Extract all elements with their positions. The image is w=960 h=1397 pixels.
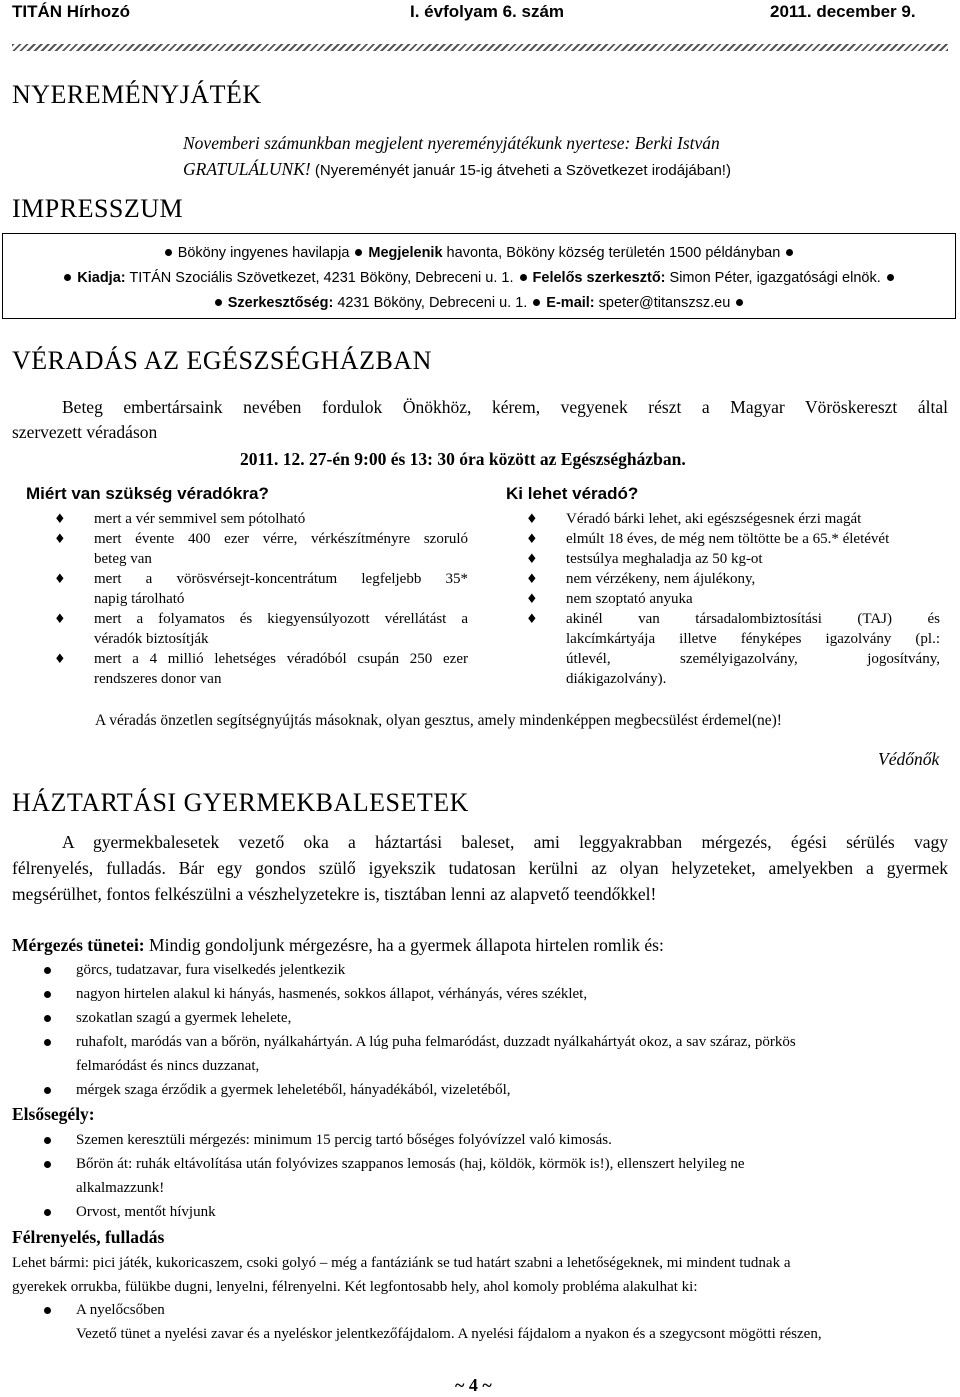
felrenyeles-label: Félrenyelés, fulladás xyxy=(12,1227,165,1247)
veradas-closing: A véradás önzetlen segítségnyújtás másoknak, olyan gesztus, amely mindenképpen megbecsülést érdemel(ne)! xyxy=(95,712,782,729)
text-line: ruhafolt, maródás van a bőrön, nyálkahártyán. A lúg puha felmaródást, duzzadt nyálkahártyát okoz, a sav száraz, pörkös xyxy=(76,1034,796,1050)
bullet-dot xyxy=(44,1161,51,1168)
drop-bullet-icon: ♦ xyxy=(526,532,538,547)
list-item xyxy=(54,649,468,689)
bullet-dot xyxy=(44,1087,51,1094)
drop-bullet-icon: ♦ xyxy=(54,652,66,667)
impresszum-text: 4231 Bököny, Debreceni u. 1. xyxy=(333,295,528,311)
nyeremeny-heading: NYEREMÉNYJÁTÉK xyxy=(12,80,262,109)
drop-bullet-icon: ♦ xyxy=(54,532,66,547)
bullet-dot xyxy=(786,249,793,256)
veradas-signature: Védőnők xyxy=(878,749,940,769)
bullet-dot xyxy=(44,1307,51,1314)
mergezes-label: Mérgezés tünetei: xyxy=(12,935,145,955)
bullet-dot xyxy=(44,1039,51,1046)
list-item xyxy=(526,609,940,689)
drop-bullet-icon: ♦ xyxy=(526,552,538,567)
list-item xyxy=(12,1200,948,1224)
text-line: mert a 4 millió lehetséges véradóból csupán 250 ezer xyxy=(94,651,468,667)
page-number: ~ 4 ~ xyxy=(455,1375,492,1395)
impresszum-line-2 xyxy=(2,270,956,286)
mergezes-symptom-list xyxy=(12,958,948,1102)
why-donate-title: Miért van szükség véradókra? xyxy=(26,484,269,503)
list-item xyxy=(12,1298,948,1322)
impresszum-label: E-mail: xyxy=(546,295,595,311)
list-item xyxy=(526,549,940,569)
veradas-intro-line-2: szervezett véradáson xyxy=(12,422,158,442)
text-line: mert a vér semmivel sem pótolható xyxy=(94,511,306,527)
text-line: elmúlt 18 éves, de még nem töltötte be a 65.* életévét xyxy=(566,531,890,547)
list-item xyxy=(54,509,468,529)
bullet-dot xyxy=(355,249,362,256)
bullet-dot xyxy=(533,299,540,306)
list-item xyxy=(526,589,940,609)
impresszum-text: Bököny ingyenes havilapja xyxy=(177,245,350,261)
drop-bullet-icon: ♦ xyxy=(526,592,538,607)
impresszum-label: Kiadja: xyxy=(77,270,126,286)
text-line: felmaródást és nincs duzzanat, xyxy=(76,1058,260,1074)
list-item xyxy=(54,529,468,569)
bullet-dot xyxy=(44,991,51,998)
text-line: Szemen keresztüli mérgezés: minimum 15 percig tartó bőséges folyóvízzel való kimosás. xyxy=(76,1132,612,1148)
text-line: nagyon hirtelen alakul ki hányás, hasmenés, sokkos állapot, vérhányás, véres széklet, xyxy=(76,986,588,1002)
winner-line: Novemberi számunkban megjelent nyereményjátékunk nyertese: Berki István xyxy=(183,133,720,153)
issue-number: I. évfolyam 6. szám xyxy=(410,2,565,21)
bullet-dot xyxy=(736,299,743,306)
issue-date: 2011. december 9. xyxy=(770,2,916,21)
text-line: A gyermekbalesetek vezető oka a háztartási baleset, ami leggyakrabban mérgezés, égési sérülés vagy xyxy=(62,832,948,852)
congrats-text: GRATULÁLUNK! xyxy=(183,159,311,179)
text-line: megsérülhet, fontos felkészülni a vészhelyzetekre is, tisztában lenni az alapvető teendőkkel! xyxy=(12,884,657,904)
list-item xyxy=(12,958,948,982)
mergezes-intro: Mindig gondoljunk mérgezésre, ha a gyermek állapota hirtelen romlik és: xyxy=(144,935,664,955)
text-line: gyerekek orrukba, fülükbe dugni, lenyelni, félrenyelni. Két legfontosabb hely, ahol komoly probléma alakulhat ki: xyxy=(12,1279,698,1295)
bullet-dot xyxy=(887,274,894,281)
text-line: mérgek szaga érződik a gyermek leheletéből, hányadékából, vizeletéből, xyxy=(76,1082,511,1098)
text-line: nem vérzékeny, nem ájulékony, xyxy=(566,571,756,587)
text-line: szokatlan szagú a gyermek lehelete, xyxy=(76,1010,292,1026)
email-address: speter@titanszsz.eu xyxy=(594,295,731,311)
list-item-text: A nyelőcsőben xyxy=(76,1302,165,1318)
header-divider xyxy=(12,44,948,51)
text-line: diákigazolvány). xyxy=(566,671,667,687)
drop-bullet-icon: ♦ xyxy=(54,572,66,587)
elsosegely-label: Elsősegély: xyxy=(12,1104,95,1124)
impresszum-text: Simon Péter, igazgatósági elnök. xyxy=(665,270,881,286)
list-item xyxy=(12,1128,948,1152)
bullet-dot xyxy=(165,249,172,256)
text-line: beteg van xyxy=(94,551,152,567)
impresszum-label: Szerkesztőség: xyxy=(227,295,334,311)
bullet-dot xyxy=(64,274,71,281)
list-item xyxy=(12,982,948,1006)
list-item xyxy=(54,609,468,649)
list-item xyxy=(526,569,940,589)
text-line: akinél van társadalombiztosítási (TAJ) és xyxy=(566,611,940,627)
drop-bullet-icon: ♦ xyxy=(526,512,538,527)
text-line: testsúlya meghaladja az 50 kg-ot xyxy=(566,551,763,567)
impresszum-label: Felelős szerkesztő: xyxy=(532,270,666,286)
text-line: napig tárolható xyxy=(94,591,185,607)
text-line: Bőrön át: ruhák eltávolítása után folyóvizes szappanos lemosás (haj, köldök, körmök is!), ellenszert helyileg ne xyxy=(76,1156,745,1172)
list-item xyxy=(12,1006,948,1030)
newspaper-title: TITÁN Hírhozó xyxy=(12,2,131,21)
text-line: mert a vörösvérsejt-koncentrátum legfeljebb 35* xyxy=(94,571,468,587)
list-item xyxy=(526,529,940,549)
text-line: mert a folyamatos és kiegyensúlyozott vérellátást a xyxy=(94,611,468,627)
bullet-dot xyxy=(44,1015,51,1022)
text-line: útlevél, személyigazolvány, jogosítvány, xyxy=(566,651,940,667)
balesetek-heading: HÁZTARTÁSI GYERMEKBALESETEK xyxy=(12,788,469,817)
nyelocso-description: Vezető tünet a nyelési zavar és a nyeléskor jelentkezőfájdalom. A nyelési fájdalom a nyakon és a szegycsont mögötti részen, xyxy=(76,1326,822,1342)
text-line: görcs, tudatzavar, fura viselkedés jelentkezik xyxy=(76,962,346,978)
impresszum-line-1 xyxy=(2,245,956,261)
drop-bullet-icon: ♦ xyxy=(54,612,66,627)
text-line: alkalmazzunk! xyxy=(76,1180,165,1196)
impresszum-line-3 xyxy=(2,295,956,311)
text-line: véradók biztosítják xyxy=(94,631,209,647)
felrenyeles-text xyxy=(12,1251,948,1299)
list-item xyxy=(12,1030,948,1078)
nyelocso-list xyxy=(12,1298,948,1322)
veradas-heading: VÉRADÁS AZ EGÉSZSÉGHÁZBAN xyxy=(12,346,432,375)
elsosegely-list xyxy=(12,1128,948,1224)
drop-bullet-icon: ♦ xyxy=(54,512,66,527)
running-header xyxy=(12,0,948,26)
veradas-date: 2011. 12. 27-én 9:00 és 13: 30 óra között az Egészségházban. xyxy=(240,449,686,469)
who-can-donate-title: Ki lehet véradó? xyxy=(506,484,639,503)
drop-bullet-icon: ♦ xyxy=(526,612,538,627)
prize-pickup-text: (Nyereményét január 15-ig átveheti a Szövetkezet irodájában!) xyxy=(310,162,731,179)
who-can-donate-list xyxy=(526,509,940,689)
text-line: lakcímkártyája illetve fényképes igazolvány (pl.: xyxy=(566,631,940,647)
bullet-dot xyxy=(520,274,527,281)
impresszum-text: TITÁN Szociális Szövetkezet, 4231 Bököny, Debreceni u. 1. xyxy=(125,270,514,286)
list-item xyxy=(12,1078,948,1102)
why-donate-list xyxy=(54,509,468,689)
bullet-dot xyxy=(44,1209,51,1216)
impresszum-heading: IMPRESSZUM xyxy=(12,194,184,223)
list-item xyxy=(12,1152,948,1200)
impresszum-label: Megjelenik xyxy=(368,245,443,261)
text-line: rendszeres donor van xyxy=(94,671,222,687)
text-line: Lehet bármi: pici játék, kukoricaszem, csoki golyó – még a fantáziánk se tud határt szabni a lehetőségeknek, mi mindent tudnak a xyxy=(12,1255,791,1271)
congrats-line xyxy=(183,156,731,184)
bullet-dot xyxy=(215,299,222,306)
balesetek-intro xyxy=(12,829,948,907)
text-line: Orvost, mentőt hívjunk xyxy=(76,1204,216,1220)
text-line: Véradó bárki lehet, aki egészségesnek érzi magát xyxy=(566,511,862,527)
bullet-dot xyxy=(44,1137,51,1144)
list-item xyxy=(54,569,468,609)
list-item xyxy=(526,509,940,529)
impresszum-text: havonta, Bököny község területén 1500 példányban xyxy=(442,245,781,261)
text-line: nem szoptató anyuka xyxy=(566,591,693,607)
text-line: mert évente 400 ezer vérre, vérkészítményre szoruló xyxy=(94,531,468,547)
veradas-intro-line-1: Beteg embertársaink nevében fordulok Önökhöz, kérem, vegyenek részt a Magyar Vöröskereszt által xyxy=(62,397,948,417)
bullet-dot xyxy=(44,967,51,974)
mergezes-line xyxy=(12,932,664,958)
drop-bullet-icon: ♦ xyxy=(526,572,538,587)
text-line: félrenyelés, fulladás. Bár egy gondos szülő igyekszik tudatosan kerülni az olyan helyzeteket, amelyekben a gyermek xyxy=(12,858,948,878)
